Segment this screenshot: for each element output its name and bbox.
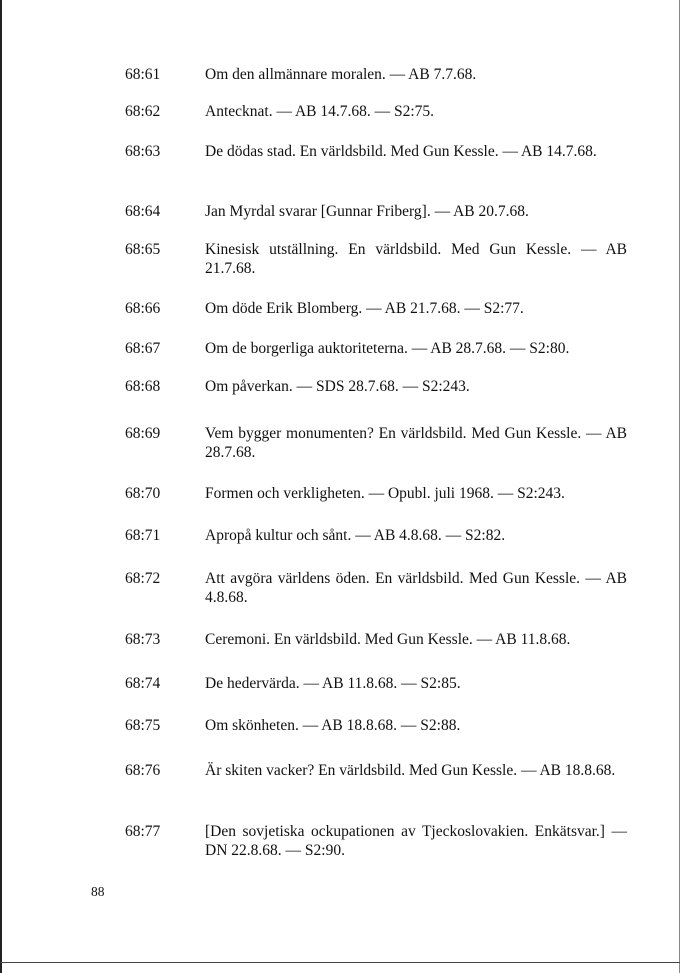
entry-number: 68:77	[125, 823, 161, 840]
entry-number: 68:62	[125, 103, 161, 120]
entry-number: 68:70	[125, 485, 161, 502]
entry-number: 68:69	[125, 425, 161, 442]
entry-text: [Den sovjetiska ockupationen av Tjeckoslovakien. Enkätsvar.] — DN 22.8.68. — S2:90.	[205, 823, 627, 859]
entry-text: Antecknat. — AB 14.7.68. — S2:75.	[205, 103, 435, 120]
entry-text: Vem bygger monumenten? En världsbild. Med Gun Kessle. — AB 28.7.68.	[205, 425, 627, 461]
page-number: 88	[91, 884, 105, 899]
entry-text: Om den allmännare moralen. — AB 7.7.68.	[205, 66, 477, 83]
entry-text: Om skönheten. — AB 18.8.68. — S2:88.	[205, 717, 461, 734]
entry-text: Apropå kultur och sånt. — AB 4.8.68. — S2:82.	[205, 527, 506, 544]
entry-number: 68:74	[125, 675, 161, 692]
entry-number: 68:73	[125, 631, 161, 648]
entry-number: 68:75	[125, 717, 161, 734]
entry-number: 68:64	[125, 203, 161, 220]
entry-text: Om de borgerliga auktoriteterna. — AB 28.7.68. — S2:80.	[205, 340, 570, 357]
entry-number: 68:76	[125, 762, 161, 779]
entry-text: Ceremoni. En världsbild. Med Gun Kessle. — AB 11.8.68.	[205, 631, 571, 648]
entry-number: 68:68	[125, 378, 161, 395]
entry-text: De dödas stad. En världsbild. Med Gun Kessle. — AB 14.7.68.	[205, 143, 597, 160]
entry-number: 68:67	[125, 340, 161, 357]
entry-number: 68:63	[125, 143, 161, 160]
entry-text: Att avgöra världens öden. En världsbild. Med Gun Kessle. — AB 4.8.68.	[205, 570, 627, 606]
entry-number: 68:72	[125, 570, 161, 587]
entry-text: Kinesisk utställning. En världsbild. Med Gun Kessle. — AB 21.7.68.	[205, 241, 627, 277]
entry-number: 68:65	[125, 241, 161, 258]
entry-text: Formen och verkligheten. — Opubl. juli 1968. — S2:243.	[205, 485, 565, 502]
entry-text: Är skiten vacker? En världsbild. Med Gun Kessle. — AB 18.8.68.	[205, 762, 616, 779]
entry-number: 68:71	[125, 527, 161, 544]
entry-number: 68:66	[125, 300, 161, 317]
bottom-page-edge	[0, 962, 680, 963]
entry-text: Om döde Erik Blomberg. — AB 21.7.68. — S2:77.	[205, 300, 524, 317]
left-page-edge	[0, 0, 2, 973]
entry-text: De hedervärda. — AB 11.8.68. — S2:85.	[205, 675, 461, 692]
entry-text: Jan Myrdal svarar [Gunnar Friberg]. — AB 20.7.68.	[205, 203, 529, 220]
entry-number: 68:61	[125, 66, 161, 83]
entry-text: Om påverkan. — SDS 28.7.68. — S2:243.	[205, 378, 470, 395]
